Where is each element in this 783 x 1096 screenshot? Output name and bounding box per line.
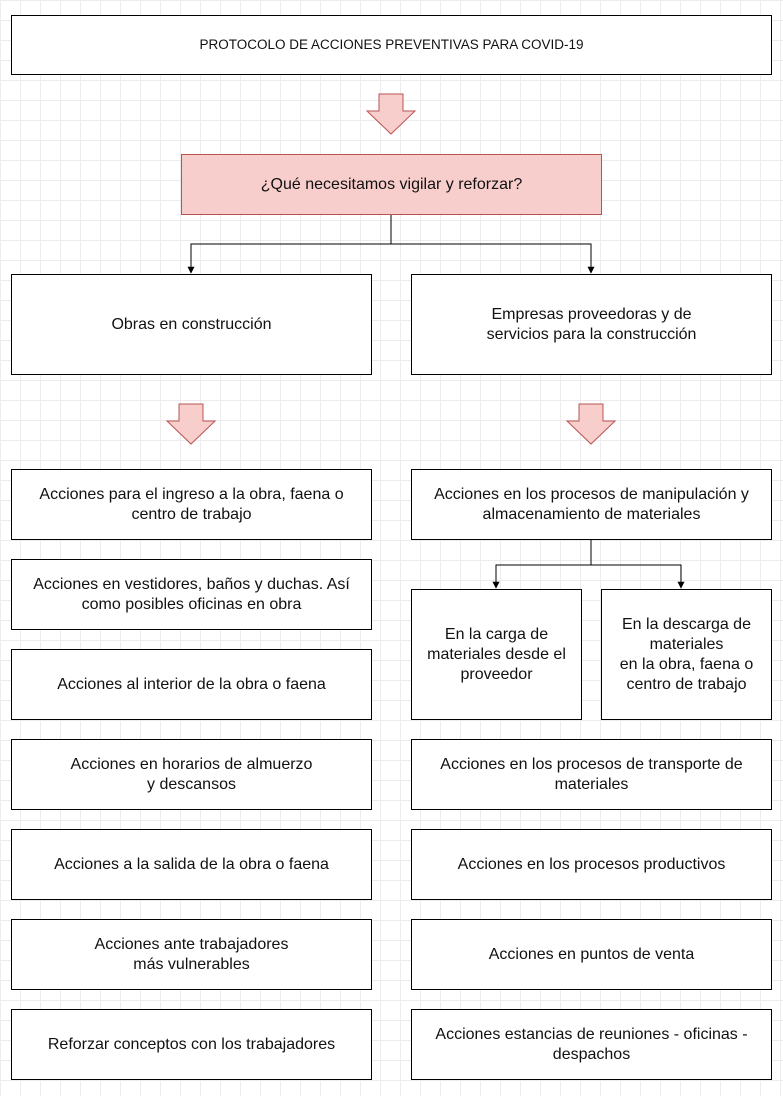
left-action-box: Acciones a la salida de la obra o faena	[11, 829, 372, 900]
left-action-box: Acciones ante trabajadores más vulnerables	[11, 919, 372, 990]
loading-box: En la carga de materiales desde el proveedor	[411, 589, 582, 720]
materials-box: Acciones en los procesos de manipulación y almacenamiento de materiales	[411, 469, 772, 540]
flow-arrow-left	[167, 404, 215, 444]
flow-arrow-right	[567, 404, 615, 444]
title-box: PROTOCOLO DE ACCIONES PREVENTIVAS PARA COVID-19	[11, 15, 772, 75]
left-action-box: Acciones al interior de la obra o faena	[11, 649, 372, 720]
flow-arrow-top	[367, 94, 415, 134]
right-action-box: Acciones en puntos de venta	[411, 919, 772, 990]
right-heading-box: Empresas proveedoras y de servicios para la construcción	[411, 274, 772, 375]
right-action-box: Acciones en los procesos de transporte de materiales	[411, 739, 772, 810]
question-box: ¿Qué necesitamos vigilar y reforzar?	[181, 154, 602, 215]
left-action-box: Acciones para el ingreso a la obra, faena o centro de trabajo	[11, 469, 372, 540]
connector-question-split	[191, 214, 591, 272]
connector-materials-split	[496, 539, 681, 587]
left-action-box: Reforzar conceptos con los trabajadores	[11, 1009, 372, 1080]
left-action-box: Acciones en horarios de almuerzo y descansos	[11, 739, 372, 810]
right-action-box: Acciones en los procesos productivos	[411, 829, 772, 900]
left-heading-box: Obras en construcción	[11, 274, 372, 375]
left-action-box: Acciones en vestidores, baños y duchas. Así como posibles oficinas en obra	[11, 559, 372, 630]
right-action-box: Acciones estancias de reuniones - oficinas - despachos	[411, 1009, 772, 1080]
unloading-box: En la descarga de materiales en la obra, faena o centro de trabajo	[601, 589, 772, 720]
